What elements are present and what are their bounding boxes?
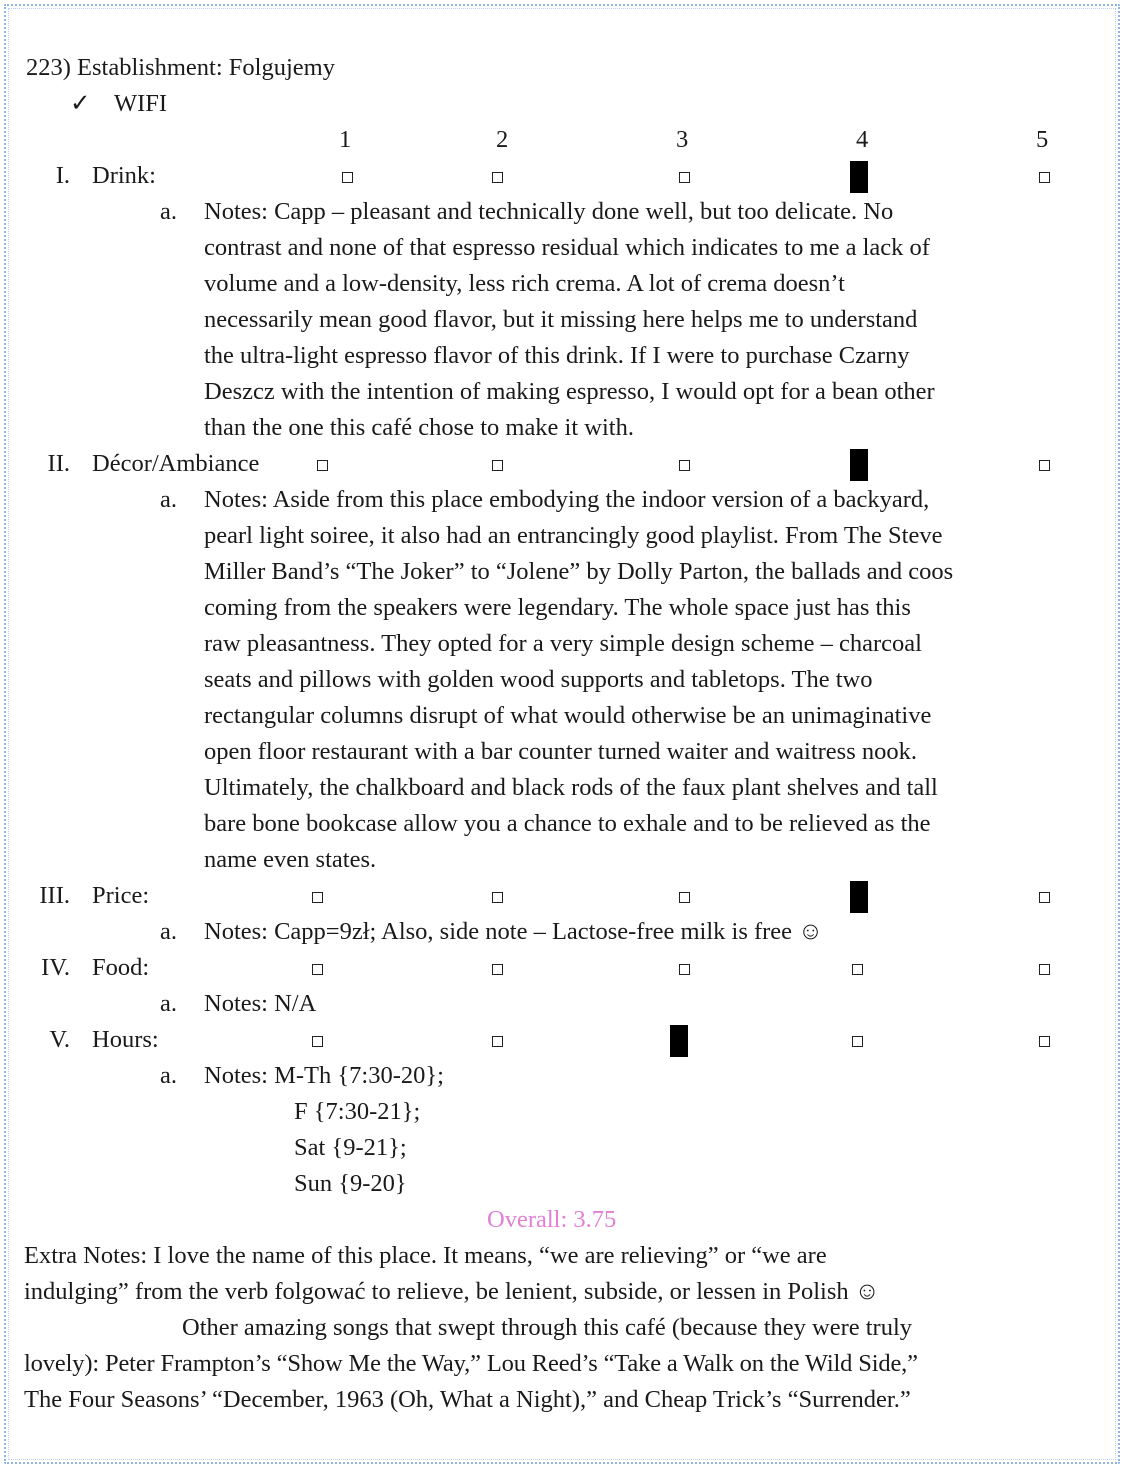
rating-checkbox[interactable] bbox=[1039, 892, 1050, 903]
rating-box-selected[interactable] bbox=[850, 449, 868, 481]
scale-number-4: 4 bbox=[856, 126, 869, 153]
rating-checkbox[interactable] bbox=[492, 964, 503, 975]
note-line: Miller Band’s “The Joker” to “Jolene” by Dolly Parton, the ballads and coos bbox=[204, 558, 954, 585]
category-numeral: III. bbox=[39, 882, 70, 909]
extra-notes-line: The Four Seasons’ “December, 1963 (Oh, What a Night),” and Cheap Trick’s “Surrender.” bbox=[24, 1386, 911, 1413]
rating-checkbox[interactable] bbox=[1039, 964, 1050, 975]
rating-checkbox[interactable] bbox=[312, 964, 323, 975]
note-line: open floor restaurant with a bar counter turned waiter and waitress nook. bbox=[204, 738, 917, 765]
rating-box-selected[interactable] bbox=[670, 1025, 688, 1057]
rating-checkbox[interactable] bbox=[342, 172, 353, 183]
rating-checkbox[interactable] bbox=[852, 964, 863, 975]
establishment-heading: 223) Establishment: Folgujemy bbox=[26, 54, 335, 81]
rating-checkbox[interactable] bbox=[317, 460, 328, 471]
note-letter: a. bbox=[160, 486, 177, 513]
note-line: name even states. bbox=[204, 846, 377, 873]
hours-notes: Notes: M-Th {7:30-20}; bbox=[204, 1062, 444, 1089]
category-numeral: I. bbox=[55, 162, 70, 189]
note-line: pearl light soiree, it also had an entrancingly good playlist. From The Steve bbox=[204, 522, 943, 549]
note-line: the ultra-light espresso flavor of this drink. If I were to purchase Czarny bbox=[204, 342, 910, 369]
extra-notes-line: Extra Notes: I love the name of this place. It means, “we are relieving” or “we are bbox=[24, 1242, 827, 1269]
rating-checkbox[interactable] bbox=[492, 1036, 503, 1047]
note-letter: a. bbox=[160, 990, 177, 1017]
price-notes: Notes: Capp=9zł; Also, side note – Lactose-free milk is free ☺ bbox=[204, 918, 824, 945]
rating-checkbox[interactable] bbox=[492, 460, 503, 471]
food-notes: Notes: N/A bbox=[204, 990, 317, 1017]
overall-score: Overall: 3.75 bbox=[487, 1206, 617, 1233]
note-letter: a. bbox=[160, 918, 177, 945]
note-line: contrast and none of that espresso residual which indicates to me a lack of bbox=[204, 234, 930, 261]
rating-checkbox[interactable] bbox=[492, 172, 503, 183]
rating-checkbox[interactable] bbox=[679, 964, 690, 975]
note-letter: a. bbox=[160, 198, 177, 225]
decor-notes bbox=[204, 482, 1104, 878]
scale-number-2: 2 bbox=[496, 126, 509, 153]
category-numeral: II. bbox=[47, 450, 70, 477]
category-numeral: V. bbox=[49, 1026, 70, 1053]
category-label-price: Price: bbox=[92, 882, 150, 909]
note-line: seats and pillows with golden wood supports and tabletops. The two bbox=[204, 666, 873, 693]
scale-number-3: 3 bbox=[676, 126, 689, 153]
rating-checkbox[interactable] bbox=[312, 1036, 323, 1047]
extra-notes-line: indulging” from the verb folgować to relieve, be lenient, subside, or lessen in Polish ☺ bbox=[24, 1278, 880, 1305]
rating-checkbox[interactable] bbox=[852, 1036, 863, 1047]
category-label-drink: Drink: bbox=[92, 162, 156, 189]
scale-number-5: 5 bbox=[1036, 126, 1049, 153]
note-line: bare bone bookcase allow you a chance to exhale and to be relieved as the bbox=[204, 810, 931, 837]
check-icon: ✓ bbox=[70, 90, 91, 117]
rating-checkbox[interactable] bbox=[312, 892, 323, 903]
extra-notes-line: Other amazing songs that swept through this café (because they were truly bbox=[182, 1314, 912, 1341]
note-line: than the one this café chose to make it with. bbox=[204, 414, 634, 441]
note-line: Deszcz with the intention of making espresso, I would opt for a bean other bbox=[204, 378, 935, 405]
note-line: coming from the speakers were legendary. The whole space just has this bbox=[204, 594, 911, 621]
rating-box-selected[interactable] bbox=[850, 161, 868, 193]
category-label-food: Food: bbox=[92, 954, 150, 981]
hours-line: Sun {9-20} bbox=[294, 1170, 407, 1197]
note-line: Notes: Aside from this place embodying the indoor version of a backyard, bbox=[204, 486, 930, 513]
rating-box-selected[interactable] bbox=[850, 881, 868, 913]
note-line: Notes: Capp – pleasant and technically done well, but too delicate. No bbox=[204, 198, 894, 225]
rating-checkbox[interactable] bbox=[492, 892, 503, 903]
rating-checkbox[interactable] bbox=[679, 892, 690, 903]
note-letter: a. bbox=[160, 1062, 177, 1089]
note-line: raw pleasantness. They opted for a very simple design scheme – charcoal bbox=[204, 630, 922, 657]
note-line: volume and a low-density, less rich crema. A lot of crema doesn’t bbox=[204, 270, 845, 297]
rating-checkbox[interactable] bbox=[1039, 172, 1050, 183]
wifi-label: WIFI bbox=[114, 90, 168, 117]
scale-number-1: 1 bbox=[339, 126, 352, 153]
note-line: Ultimately, the chalkboard and black rods of the faux plant shelves and tall bbox=[204, 774, 938, 801]
rating-checkbox[interactable] bbox=[1039, 1036, 1050, 1047]
extra-notes-line: lovely): Peter Frampton’s “Show Me the Way,” Lou Reed’s “Take a Walk on the Wild Side,” bbox=[24, 1350, 918, 1377]
drink-notes bbox=[204, 194, 1104, 446]
category-numeral: IV. bbox=[41, 954, 70, 981]
note-line: necessarily mean good flavor, but it missing here helps me to understand bbox=[204, 306, 918, 333]
category-label-decor: Décor/Ambiance bbox=[92, 450, 260, 477]
note-line: rectangular columns disrupt of what would otherwise be an unimaginative bbox=[204, 702, 932, 729]
rating-checkbox[interactable] bbox=[679, 172, 690, 183]
rating-checkbox[interactable] bbox=[1039, 460, 1050, 471]
rating-checkbox[interactable] bbox=[679, 460, 690, 471]
hours-line: F {7:30-21}; bbox=[294, 1098, 421, 1125]
hours-line: Sat {9-21}; bbox=[294, 1134, 407, 1161]
category-label-hours: Hours: bbox=[92, 1026, 159, 1053]
